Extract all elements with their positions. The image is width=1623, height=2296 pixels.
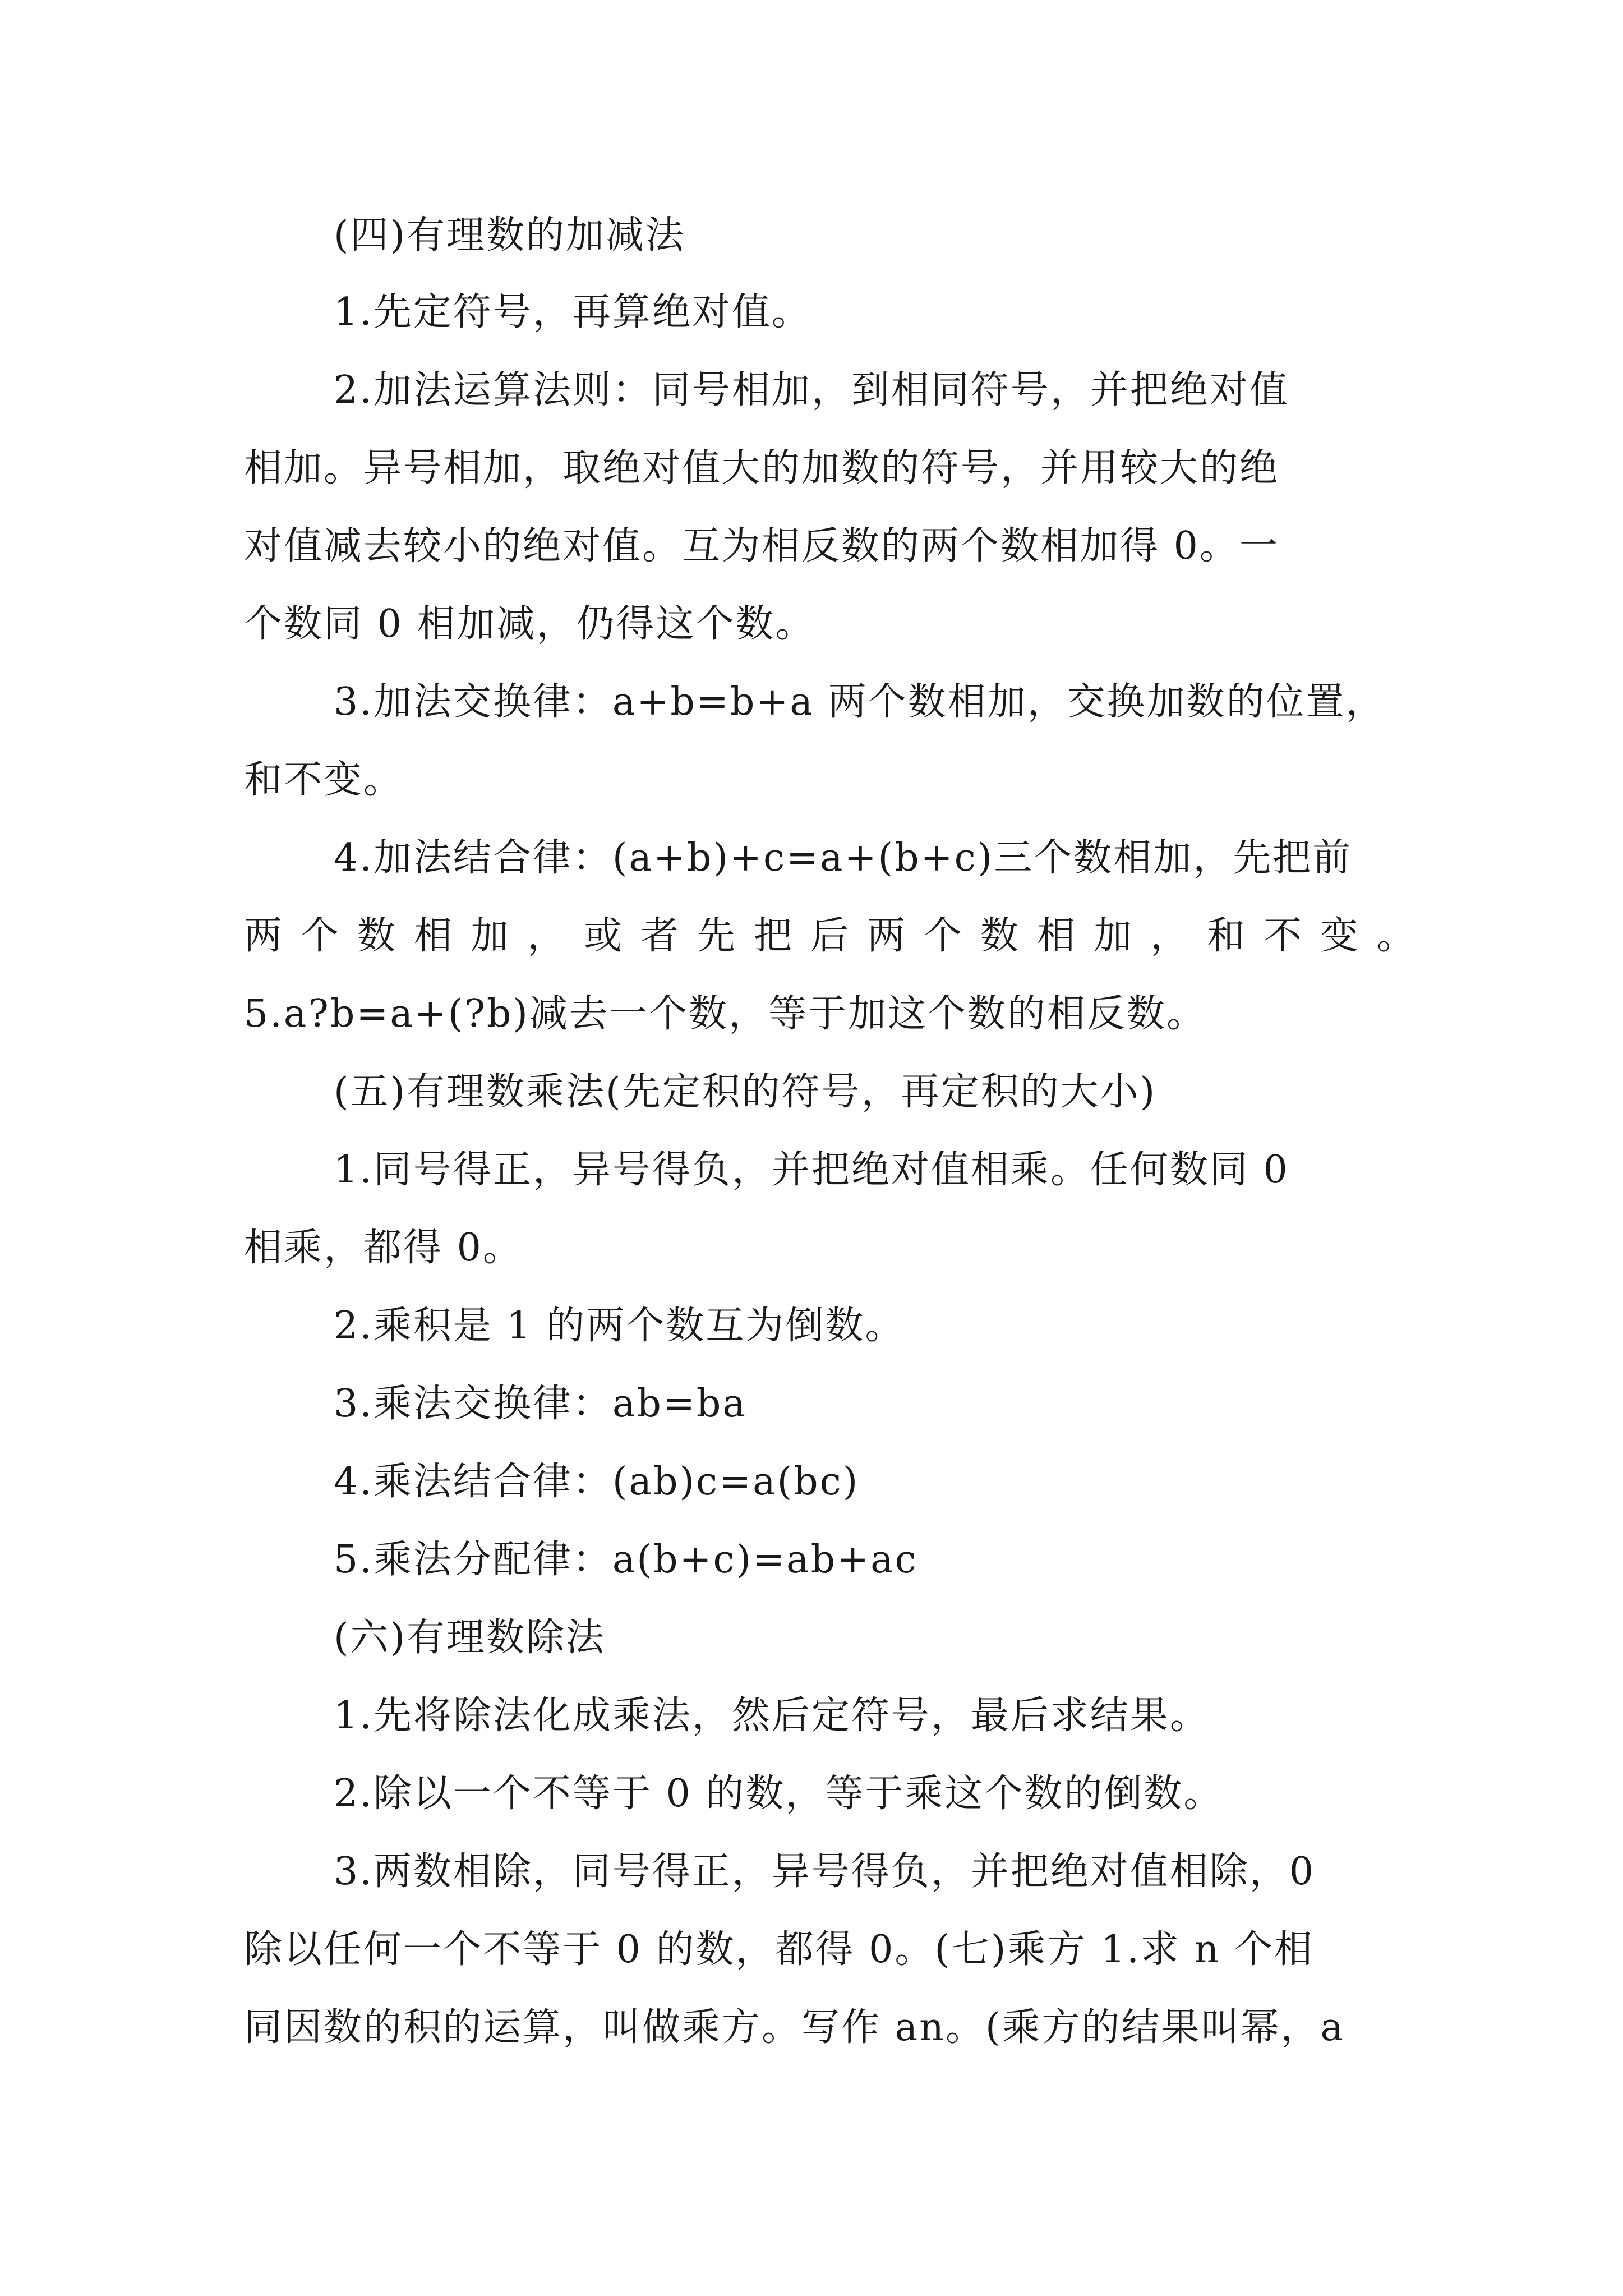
text-line: 对值减去较小的绝对值。互为相反数的两个数相加得 0。一 — [244, 524, 1279, 568]
text-line: 除以任何一个不等于 0 的数，都得 0。(七)乘方 1.求 n 个相 — [244, 1927, 1314, 1972]
text-line: 个数同 0 相加减，仍得这个数。 — [244, 602, 815, 646]
text-line: 同因数的积的运算，叫做乘方。写作 an。(乘方的结果叫幂，a — [244, 2005, 1345, 2050]
section-heading-4: (四)有理数的加减法 — [334, 213, 686, 257]
text-line: 和不变。 — [244, 758, 404, 802]
text-line: 1.同号得正，异号得负，并把绝对值相乘。任何数同 0 — [334, 1148, 1289, 1192]
text-line: 1.先将除法化成乘法，然后定符号，最后求结果。 — [334, 1694, 1210, 1738]
text-line: 1.先定符号，再算绝对值。 — [334, 290, 811, 334]
text-line: 3.两数相除，同号得正，异号得负，并把绝对值相除，0 — [334, 1849, 1316, 1894]
text-line: 4.乘法结合律：(ab)c=a(bc) — [334, 1460, 860, 1504]
text-line: 3.乘法交换律：ab=ba — [334, 1382, 747, 1426]
text-line: 4.加法结合律：(a+b)+c=a+(b+c)三个数相加，先把前 — [334, 836, 1353, 880]
text-line: 5.乘法分配律：a(b+c)=ab+ac — [334, 1538, 918, 1582]
text-line: 2.加法运算法则：同号相加，到相同符号，并把绝对值 — [334, 368, 1289, 412]
text-line: 2.乘积是 1 的两个数互为倒数。 — [334, 1304, 905, 1348]
text-line: 2.除以一个不等于 0 的数，等于乘这个数的倒数。 — [334, 1772, 1224, 1816]
text-line: 相加。异号相加，取绝对值大的加数的符号，并用较大的绝 — [244, 446, 1280, 490]
text-line: 相乘，都得 0。 — [244, 1226, 523, 1270]
text-line: 5.a?b=a+(?b)减去一个数，等于加这个数的相反数。 — [244, 992, 1206, 1036]
text-line: 两个数相加，或者先把后两个数相加，和不变。 — [244, 914, 1434, 958]
text-line: 3.加法交换律：a+b=b+a 两个数相加，交换加数的位置， — [334, 680, 1386, 724]
section-heading-6: (六)有理数除法 — [334, 1616, 606, 1660]
section-heading-5: (五)有理数乘法(先定积的符号，再定积的大小) — [334, 1070, 1157, 1114]
